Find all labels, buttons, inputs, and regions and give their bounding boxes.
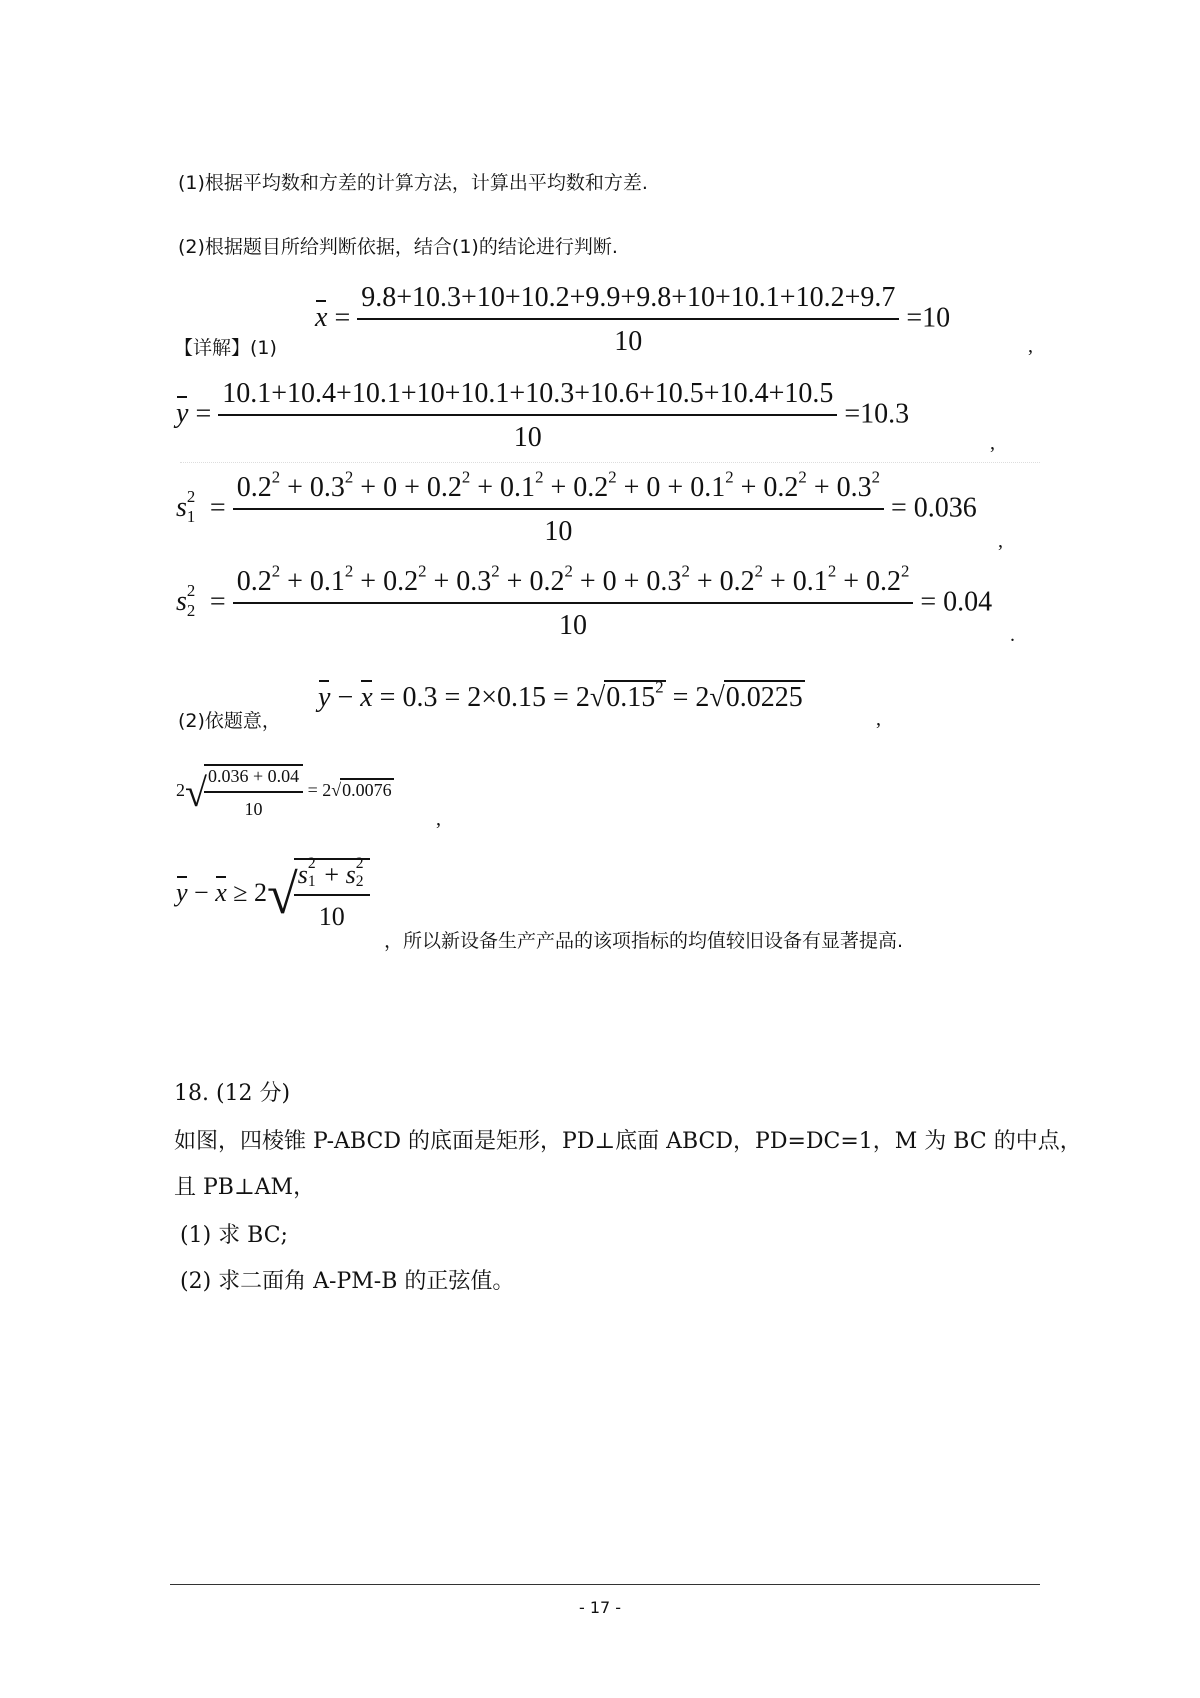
- problem18-line-1: 如图，四棱锥 P-ABCD 的底面是矩形，PD⊥底面 ABCD，PD=DC=1，M 为 BC 的中点，: [174, 1129, 1082, 1154]
- conclusion-text: ，所以新设备生产产品的该项指标的均值较旧设备有显著提高.: [384, 930, 904, 952]
- pooled-radicand: 0.0076: [342, 780, 392, 801]
- ybar-result: =10.3: [844, 398, 910, 430]
- comma-2: ,: [990, 432, 995, 454]
- detail-label: 【详解】(1): [174, 337, 277, 359]
- s2-result: = 0.04: [920, 586, 993, 618]
- xbar-fraction: [357, 282, 899, 358]
- part2-expr-text: = 0.3 = 2×0.15 = 2: [379, 682, 590, 713]
- s1-formula: s 2 1 = $0.2^2 + 0.3^2 + 0 + 0.2^2 + 0.1^2 + 0.2^2 + 0 + 0.1^2 + 0.2^2 + 0.3^2$ 10 = 0.036: [176, 467, 977, 547]
- part2-mid: = 2: [665, 682, 710, 713]
- xbar-numerator: 9.8+10.3+10+10.2+9.9+9.8+10+10.1+10.2+9.7: [361, 282, 896, 313]
- footer-rule: [170, 1584, 1040, 1585]
- problem18-question-2: (2) 求二面角 A-PM-B 的正弦值。: [180, 1269, 515, 1294]
- pooled-fraction: [204, 764, 303, 820]
- s1-symbol: s 2 1: [176, 486, 196, 526]
- sqrt-sign: √: [709, 682, 725, 713]
- pooled-denominator: 10: [204, 791, 303, 820]
- comma-3: ,: [998, 530, 1003, 552]
- s1-numerator: $0.2^2 + 0.3^2 + 0 + 0.2^2 + 0.1^2 + 0.2^2 + 0 + 0.1^2 + 0.2^2 + 0.3^2$: [236, 467, 880, 503]
- pooled-numerator: 0.036 + 0.04: [207, 766, 300, 786]
- part2-radicand-1: 0.15: [606, 682, 656, 713]
- s2-symbol: s 2 2: [176, 580, 196, 620]
- ineq-numerator: s 2 1 + s 2 2: [297, 854, 364, 891]
- comma-5: ,: [436, 808, 441, 830]
- xbar-denominator: 10: [357, 318, 899, 358]
- analysis-line-1: (1)根据平均数和方差的计算方法，计算出平均数和方差.: [178, 172, 648, 194]
- xbar-formula: x = $\frac{9.8+10.3+10+10.2+9.9+9.8+10+10.1+10.2+9.7}{10}$ =10: [315, 282, 951, 357]
- sqrt-sign: √: [589, 682, 606, 713]
- ybar-fraction: [218, 378, 837, 454]
- s2-fraction: [233, 561, 914, 642]
- inequality-expression: y − x ≥ 2√ s 2 1 + s 2 2 10: [176, 858, 370, 932]
- problem18-header: 18. (12 分): [174, 1081, 291, 1106]
- s2-denominator: 10: [233, 602, 914, 642]
- part2-radicand-2: 0.0225: [725, 682, 803, 713]
- ybar-formula: y = $\frac{10.1+10.4+10.1+10+10.1+10.3+10.6+10.5+10.4+10.5}{10}$ =10.3: [176, 378, 910, 453]
- s1-result: = 0.036: [891, 492, 977, 524]
- xbar-result: =10: [906, 302, 951, 334]
- ybar-denominator: 10: [218, 414, 837, 454]
- ineq-fraction: [294, 854, 370, 932]
- xbar-symbol: x: [315, 302, 328, 334]
- problem18-question-1: (1) 求 BC;: [180, 1223, 288, 1248]
- s2-formula: s 2 2 = $0.2^2 + 0.1^2 + 0.2^2 + 0.3^2 + 0.2^2 + 0 + 0.3^2 + 0.2^2 + 0.1^2 + 0.2^2$ 10 = 0.04: [176, 561, 993, 641]
- sqrt-sign: √: [185, 769, 207, 815]
- ineq-ybar: y: [176, 877, 188, 907]
- faint-divider: [180, 462, 1040, 463]
- part2-label: (2)依题意，: [178, 710, 281, 732]
- ybar-symbol: y: [176, 398, 189, 430]
- sqrt-sign: √: [267, 864, 298, 926]
- ineq-denominator: 10: [294, 894, 370, 932]
- s1-fraction: [233, 467, 884, 548]
- part2-expression: $y - x = 0.3 = 2\times 0.15 = 2√0.15^2 = 2√0.0225$: [318, 677, 803, 713]
- s1-denominator: 10: [233, 508, 884, 548]
- ybar-numerator: 10.1+10.4+10.1+10+10.1+10.3+10.6+10.5+10.4+10.5: [222, 378, 834, 409]
- ineq-xbar: x: [215, 877, 227, 907]
- analysis-line-2: (2)根据题目所给判断依据，结合(1)的结论进行判断.: [178, 236, 618, 258]
- sqrt-sign: √: [331, 780, 342, 801]
- page-number: - 17 -: [578, 1598, 622, 1617]
- s2-numerator: $0.2^2 + 0.1^2 + 0.2^2 + 0.3^2 + 0.2^2 + 0 + 0.3^2 + 0.2^2 + 0.1^2 + 0.2^2$: [236, 561, 910, 597]
- problem18-line-2: 且 PB⊥AM，: [174, 1175, 316, 1200]
- pooled-mid: = 2: [303, 780, 332, 801]
- period-1: .: [1010, 624, 1015, 646]
- part2-pooled-expression: 2√ $\frac{0.036 + 0.04}{10}$ = 2√0.0076: [176, 766, 392, 819]
- comma-1: ,: [1028, 335, 1033, 357]
- part2-xbar: x: [360, 682, 373, 713]
- part2-ybar: y: [318, 682, 331, 713]
- comma-4: ,: [876, 708, 881, 730]
